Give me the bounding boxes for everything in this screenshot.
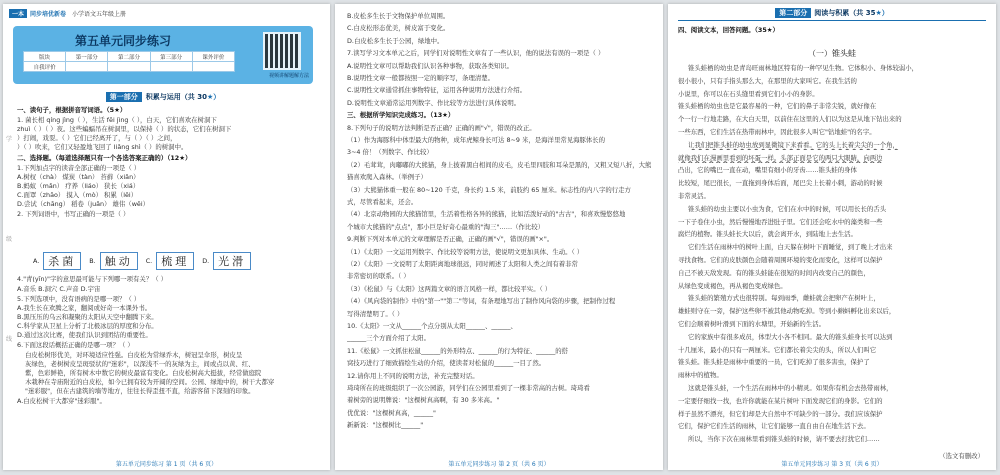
text-line: 琦琦所在的班级组织了一次公园游，同学们在公园里看到了一棵非常高的古树。琦琦看 <box>347 384 590 392</box>
text-line: 一定要仔细找一找，也许你就能在某片树叶下面发现它们的身影。它们的 <box>678 396 883 405</box>
text-line: B.蚂蚁（mǎn） 疗养（liáo） 狭长（xiá） <box>17 182 140 190</box>
option-letter: B. <box>89 257 96 265</box>
text-line: 非常灵活。 <box>678 192 710 200</box>
text-line: 十几厘米，最小的只有一两厘米。它们都长着尖尖的头，所以人们叫它 <box>678 345 877 354</box>
score-cell <box>66 62 108 72</box>
binding-mark: 学 <box>6 136 13 143</box>
text-line: "迷彩服"，但在古建筑的墙等地方，往往长得歪扭不直，给游客留下深刻的印象。 <box>25 387 255 395</box>
section-title: 积累与运用（共 30 <box>145 93 207 101</box>
text-line: 样子虽然不漂亮，但它们却是大自然中不可缺少的一部分。我们应该保护 <box>678 409 883 418</box>
subject-label: 小学语文五年级上册 <box>72 11 127 18</box>
text-line: ______三个方面介绍了太阳。 <box>347 334 431 343</box>
text-line: 就像我们在漫画里看到的坏蛋一样。头部正面是它的两只大眼睛，向两边 <box>678 153 883 162</box>
text-line: 10.《太阳》一文从______个点分别从太阳______、______、 <box>347 322 517 330</box>
text-line: 2. 下列词语中，书写正确的一项是（ ） <box>17 210 130 218</box>
page-1 <box>3 4 330 470</box>
text-line: （4）《风向袋的制作》中的"第一""第二"等词，有条理地写出了制作风向袋的步骤，把制作过程 <box>347 297 616 306</box>
text-line: 5.下列选项中，没有语病的是哪一项？（ ） <box>17 295 141 303</box>
text-line: 雨林中的植物。 <box>678 371 723 380</box>
text-line: 6.下面这段话概括正确的是哪一项？（ ） <box>17 341 134 349</box>
score-cell: 第二部分 <box>108 52 150 62</box>
page-header <box>9 9 126 18</box>
text-line: 一、读句子，根据拼音写词语。（5★） <box>17 106 127 114</box>
text-line: 锥头蛙的繁殖方式也很特别。每到雨季，雌蛙就会把卵产在树叶上， <box>688 294 880 303</box>
text-line: D.尝试（chāng） 稻卷（juǎn） 雄伟（wěi） <box>17 200 150 208</box>
text-line: 新新说："这棵树比______" <box>347 421 424 430</box>
brand-badge: 一本 <box>9 9 27 18</box>
page-3 <box>668 4 996 470</box>
text-line: 腐烂的植物。锥头蛙长大以后，就会离开水，到陆地上去生活。 <box>678 230 857 239</box>
text-line: （1）《太阳》一文运用列数字、作比较等说明方法，使说明文更加具体、生动。（ ） <box>347 247 584 256</box>
text-line: C.科学家从卫星上分析了北极冰层的厚度和分布。 <box>17 322 158 330</box>
text-line: （2）《太阳》一文说明了太阳距离地球很远，同时阐述了太阳和人类之间有着非常 <box>347 260 578 268</box>
section-header <box>678 8 986 21</box>
text-line: 非常密切的联系。（ ） <box>347 272 410 281</box>
text-line: A.音乐 B.洞穴 C.声音 D.宇宙 <box>17 285 101 293</box>
page-footer: 第五单元同步练习 第 2 页（共 6 页） <box>448 461 550 468</box>
text-line: C.白皮松形态优美，树皮富于变化。 <box>347 24 450 33</box>
option-letter: D. <box>202 257 210 265</box>
text-line: 式，尽管看起来，还会。 <box>347 198 418 206</box>
text-line: 写得清楚明了。（ ） <box>347 309 404 318</box>
text-line: 锥头蛙栖的幼虫也是它最容易的一种，它们的鼻子非常尖锐，就好像在 <box>678 102 877 111</box>
text-line: 让我们把锥头蛙的幼虫放到显微镜下来看看。它的头上长着尖尖的一个角， <box>688 140 899 149</box>
text-line: C.面罩（zhāo） 摸入（mò） 积累（lěi） <box>17 191 138 199</box>
text-line: 7.读写学习文本单元之后，同学们对说明性文章有了一些认识，他的说法有误的一项是（ ） <box>347 49 605 58</box>
text-line: 它们会顺着树叶滑到下面的水塘里，开始新的生活。 <box>678 320 825 328</box>
text-line: 猫喜欢爬入森林。（举例子） <box>347 173 427 182</box>
text-line: 8.下列句子的说明方法判断是否正确？正确的画"√"，错误的改正。 <box>347 123 536 132</box>
text-line: 优优说："这棵树真高，______" <box>347 408 436 417</box>
score-cell: 自我评价 <box>24 62 66 72</box>
text-line: 这就是锥头蛙，一个生活在雨林中的小精灵。如果你有机会去热带雨林， <box>688 384 893 392</box>
score-cell: 第三部分 <box>150 52 192 62</box>
text-line: A.白皮松树干大都穿"迷彩服"。 <box>17 397 106 405</box>
source-note: （选文有删改） <box>939 452 984 460</box>
text-line: 三、根据所学知识完成练习。（13★） <box>347 111 455 120</box>
text-line: 凸出，它的嘴巴一直在动，嘴里有细小的牙齿……锥头蛙的身体 <box>678 166 857 175</box>
text-line: 白皮松树形优美，对环境适应性强。白皮松为常绿乔木，树冠呈伞形，树皮呈 <box>25 351 243 359</box>
text-line: 4."青(yīn)"字的意思最可能与下列哪一项有关？（ ） <box>17 275 168 283</box>
text-line: 一下子卷住小虫，然后慢慢地吞进肚子里。它们还会吃水中的藻类和一些 <box>678 217 883 226</box>
text-line: zhuì（ ）（ ）夜。这些蝙蝠吊在树洞里，以保持（ ）的状态，它们在树洞下 <box>17 125 232 133</box>
text-line: 锥头蛙的幼虫主要以小虫为食，它们在水中的时候，可以用长长的舌头 <box>688 204 887 213</box>
text-line: 1.下列加点字的读音全部正确的一项是（ ） <box>17 164 141 172</box>
page-2 <box>335 4 663 470</box>
text-line: 它们生活在雨林中的树叶上面，白天躲在树叶下面睡觉，到了晚上才出来 <box>688 243 893 252</box>
text-line: 锥头蛙。锥头蛙是雨林中重要的一员，它们吃掉了很多害虫，保护了 <box>678 358 870 367</box>
text-line: B.说明性文章一般都按照一定的顺序写，条理清楚。 <box>347 74 495 82</box>
brand-name: 同步培优新卷 <box>30 11 67 18</box>
text-line: D.白皮松多生长于公园，绿地中。 <box>347 36 444 45</box>
section-tag: 第二部分 <box>775 8 811 18</box>
title-banner <box>13 26 313 84</box>
text-line: C.说明性文章通常抓住事物特征，运用各种说明方法进行介绍。 <box>347 86 527 95</box>
text-line: 1. 菌长相 qíng jìng（ ），生活 fěi jìng（ ），白天，它们喜欢在树洞下 <box>17 116 217 124</box>
binding-mark: 线 <box>6 336 13 343</box>
score-cell <box>108 62 150 72</box>
score-cell <box>192 62 234 72</box>
text-line: A.说明性文章可以帮助我们认识各种事物，获取各类知识。 <box>347 61 514 70</box>
text-line: 小说里，你可以在石头缝里看到它们小小的身影。 <box>678 89 819 98</box>
text-line: 寻找食物。它们的皮肤颜色会随着周围环境的变化而变化，这样可以保护 <box>678 256 883 264</box>
option-letter: C. <box>145 257 153 265</box>
text-line: 窝技巧进行了细致描绘生动的介绍，使读者对松鼠的______一目了然。 <box>347 359 546 368</box>
text-line: 比较短，尾巴很长，一直拖到身体后面，尾巴尖上长着小刺，游动的时候 <box>678 179 883 188</box>
text-line: 着树旁的说明牌说："这棵树真高啊，有 30 多米高。" <box>347 396 500 405</box>
story-title: （一）锥头蛙 <box>808 49 856 58</box>
word-box: 梳理 <box>156 252 194 270</box>
section-title: 阅读与积累（共 35 <box>814 9 876 17</box>
score-cell: 版块 <box>24 52 66 62</box>
text-line: 从绿色变成褐色，再从褐色变成绿色。 <box>678 281 787 290</box>
section-tag: 第一部分 <box>106 92 142 102</box>
word-box: 触动 <box>100 252 138 270</box>
text-line: （4）北京动物园的大熊猫馆里，生活着性格各异的熊猫，比如活泼好动的"古古"，和喜欢慢悠悠地 <box>347 210 626 219</box>
word-box: 光滑 <box>213 252 251 270</box>
text-line: 一些东西，它们生活在热带雨林中，因此很多人叫它"钻地蛙"的名字。 <box>678 128 876 136</box>
text-line: 灰绿色，老树树皮呈斑驳状的"迷彩"，以深浅不一的灰绿为主，间或点以黄、红、 <box>25 360 255 368</box>
section-header <box>63 92 263 102</box>
star-icon: ★） <box>875 9 889 17</box>
text-line: 9.判断下列对本单元的文章理解是否正确，正确的画"√"，错误的画"×"。 <box>347 235 554 244</box>
score-cell <box>150 62 192 72</box>
text-line: 11.《松鼠》一文抓住松鼠______的外形特点、______的行为特征、______的搭 <box>347 346 569 355</box>
text-line: 自己不被天敌发现。有的锥头蛙能在很短的时间内改变自己的颜色， <box>678 268 870 277</box>
word-options <box>33 252 251 270</box>
binding-mark: 级 <box>6 236 13 243</box>
page-footer: 第五单元同步练习 第 3 页（共 6 页） <box>781 461 883 468</box>
text-line: B.黑压压的乌云和凝聚的太阳从天空中翻腾下来。 <box>17 313 158 321</box>
text-line: 很小很小，只有手指头那么大，在那里的大家叫它。在我生活的 <box>678 76 857 85</box>
text-line: 二、选择题。（每道选择题只有一个各选答案正确的）（12★） <box>17 154 192 162</box>
text-line: 个城市大熊猫的"点点"，那小巨是好奇心最重的"淘三"……（作比较） <box>347 222 545 231</box>
text-line: D.说明性文章通常运用列数字、作比较等方法进行具体说明。 <box>347 98 521 107</box>
text-line: ）（ ）吹来，它们又轻盈地飞回了 Iiǎng shì（ ）的树洞中。 <box>17 143 188 151</box>
qr-caption: 视频讲解题解方法 <box>268 73 309 79</box>
text-line: （2）毛茸茸，肉嘟嘟的大熊猫，身上披着黑白相间的皮毛，皮毛里四肢和耳朵是黑的，又粗又短八折，大熊 <box>347 160 652 169</box>
page-footer: 第五单元同步练习 第 1 页（共 6 页） <box>115 461 218 468</box>
score-cell: 课外评价 <box>192 52 234 62</box>
text-line: （3）大熊猫体重一般在 80~120 千克，身长约 1.5 米，前肢约 65 厘米。标志性的内八字的行走方 <box>347 185 631 194</box>
text-line: B.皮松多生长于文物保护单位周围。 <box>347 12 450 20</box>
qr-code-icon[interactable] <box>263 32 301 70</box>
text-line: 锥头蛙栖的幼虫是青岛旺雨林地区特有的一种罕见生物。它体积小、身体较弱小， <box>688 64 919 72</box>
text-line: （1）作为海豚科中体型最大的物种，成年虎鲸身长可达 8~9 米，是海洋里常见海豚体长的 <box>347 136 606 144</box>
text-line: ）打闹，戏耍。（ ）它们已经离开了，与（ ）（ ）之间， <box>17 134 177 142</box>
text-line: 个一行一行地走路，在大白天里，以前住在这里的人们以为这是从地下钻出来的 <box>678 115 902 124</box>
page-title: 第五单元同步练习 <box>74 34 171 48</box>
text-line: 12.请你用上不同的说明方法，补充完整对话。 <box>347 371 479 380</box>
text-line: （3）《松鼠》与《太阳》这两篇文章的语言风格一样，都比较平实。（ ） <box>347 284 552 293</box>
text-line: 所以，当你下次在雨林里看到锥头蛙的时候，请不要去打扰它们…… <box>688 435 880 444</box>
text-line: D.通过这次比赛，使我们认识到团结的重要性。 <box>17 331 152 339</box>
question-label: 四、阅读文本，回答问题。（35★） <box>678 26 779 34</box>
text-line: 紫，色彩鲜艳，所有树木中数它的树皮最富有变化。白皮松树高大挺拔，经常做庭院 <box>25 369 262 377</box>
score-cell: 第一部分 <box>66 52 108 62</box>
text-line: 它的家族中有很多成员，体型大小各不相同。最大的锥头蛙身长可以达到 <box>688 332 893 341</box>
text-line: A.我生长在欢腾之家，翻阅或好奇一本课外书。 <box>17 304 152 312</box>
score-table <box>23 51 235 72</box>
text-line: 它们，保护它们生活的雨林，让它们能够一直自由自在地生活下去。 <box>678 422 870 431</box>
text-line: 3~4 倍！（列数字、作比较） <box>347 148 433 157</box>
star-icon: ★） <box>206 93 221 101</box>
word-box: 杀菌 <box>43 252 81 270</box>
text-line: A.树杈（chà） 煤炭（tàn） 苔藓（xiǎn） <box>17 173 140 181</box>
option-letter: A. <box>33 257 40 265</box>
text-line: 雄蛙则守在一旁，保护这些卵不被其他动物吃掉。等到小蝌蚪孵化出来以后， <box>678 307 896 316</box>
text-line: 木栽种在寺庙附近的白皮松，如今已拥有较为开阔的空间。公园、绿地中的，树干大都穿 <box>25 378 275 386</box>
